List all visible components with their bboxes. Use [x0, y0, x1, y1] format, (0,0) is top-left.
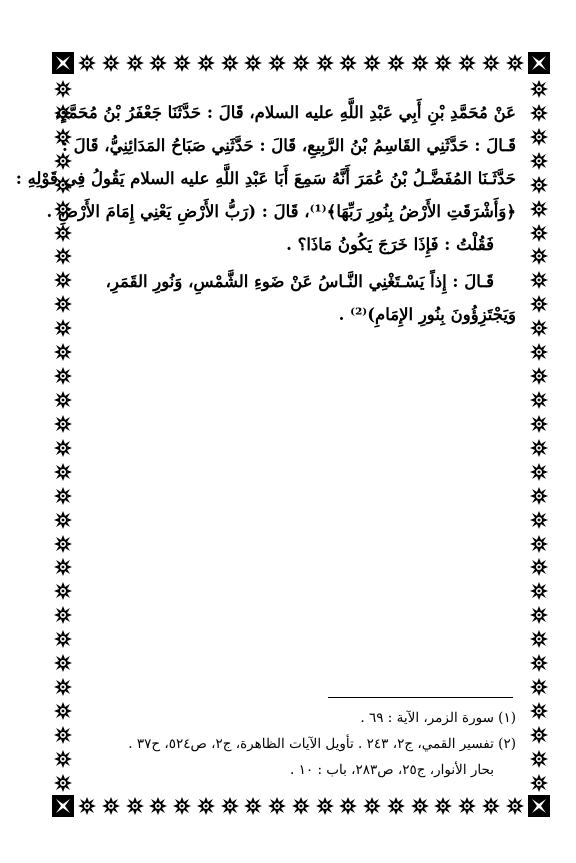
star-ornament-icon — [530, 271, 548, 289]
border-bottom — [78, 797, 524, 815]
star-ornament-icon — [54, 367, 72, 385]
star-ornament-icon — [387, 797, 405, 815]
star-ornament-icon — [54, 582, 72, 600]
star-ornament-icon — [54, 487, 72, 505]
text-line: قَـالَ : حَدَّثَنِي القَاسِمُ بْنُ الرَّبِيعِ، قَالَ : حَدَّثَنِي صَبَاحُ المَدَائِنِيُّ، قَالَ : — [61, 136, 516, 155]
paragraph — [15, 96, 516, 261]
paragraph — [88, 265, 516, 331]
star-ornament-icon — [530, 391, 548, 409]
star-ornament-icon — [197, 54, 215, 72]
star-ornament-icon — [316, 797, 334, 815]
star-ornament-icon — [54, 750, 72, 768]
star-ornament-icon — [221, 797, 239, 815]
star-ornament-icon — [339, 54, 357, 72]
star-ornament-icon — [54, 726, 72, 744]
corner-ornament-icon — [52, 52, 74, 74]
star-ornament-icon — [530, 535, 548, 553]
star-ornament-icon — [530, 295, 548, 313]
star-ornament-icon — [78, 54, 96, 72]
footnote: بحار الأنوار، ج٢٥، ص٢٨٣، باب : ١٠ . — [290, 762, 494, 778]
star-ornament-icon — [530, 176, 548, 194]
star-ornament-icon — [411, 797, 429, 815]
star-ornament-icon — [530, 415, 548, 433]
star-ornament-icon — [530, 247, 548, 265]
footnotes — [88, 705, 516, 783]
star-ornament-icon — [292, 797, 310, 815]
star-ornament-icon — [54, 463, 72, 481]
text-line: وَيَجْتَزِؤُونَ بِنُورِ الإِمَامِ)⁽²⁾ . — [338, 305, 516, 324]
star-ornament-icon — [292, 54, 310, 72]
star-ornament-icon — [54, 774, 72, 792]
text-line: حَدَّثَـنَا المُفَضَّـلُ بْنُ عُمَرَ أَنَّهُ سَمِعَ أَبَا عَبْدِ اللَّهِ عليه السلام يَقُولُ فِي قَوْلِهِ : — [15, 169, 516, 188]
star-ornament-icon — [339, 797, 357, 815]
star-ornament-icon — [54, 511, 72, 529]
star-ornament-icon — [54, 319, 72, 337]
star-ornament-icon — [530, 511, 548, 529]
star-ornament-icon — [530, 582, 548, 600]
star-ornament-icon — [268, 797, 286, 815]
star-ornament-icon — [102, 54, 120, 72]
star-ornament-icon — [54, 535, 72, 553]
star-ornament-icon — [458, 797, 476, 815]
star-ornament-icon — [387, 54, 405, 72]
star-ornament-icon — [54, 439, 72, 457]
star-ornament-icon — [530, 80, 548, 98]
corner-ornament-icon — [528, 795, 550, 817]
star-ornament-icon — [221, 54, 239, 72]
main-text — [15, 96, 516, 331]
text-line: قَـالَ : إِذاً يَسْـتَغْنِي النَّـاسُ عَنْ ضَوءِ الشَّمْسِ، وَنُورِ القَمَرِ، — [105, 272, 494, 291]
star-ornament-icon — [149, 797, 167, 815]
star-ornament-icon — [173, 797, 191, 815]
text-line: ﴿وَأَشْرَقَتِ الأَرْضُ بِنُورِ رَبِّهَا﴾⁽¹⁾، قَالَ : (رَبُّ الأَرْضِ يَعْنِي إِمَامَ الأَرْضِ . — [46, 202, 516, 221]
text-line: عَنْ مُحَمَّدِ بْنِ أَبِي عَبْدِ اللَّهِ عليه السلام، قَالَ : حَدَّثَنَا جَعْفَرُ بْنُ مُحَمَّدٍ، — [54, 103, 516, 122]
text-line: فَقُلْتُ : فَإِذَا خَرَجَ يَكُونُ مَاذَا؟ . — [286, 235, 494, 254]
star-ornament-icon — [54, 247, 72, 265]
star-ornament-icon — [530, 439, 548, 457]
star-ornament-icon — [530, 152, 548, 170]
border-top — [78, 54, 524, 72]
star-ornament-icon — [268, 54, 286, 72]
star-ornament-icon — [244, 54, 262, 72]
star-ornament-icon — [530, 367, 548, 385]
star-ornament-icon — [482, 797, 500, 815]
star-ornament-icon — [530, 463, 548, 481]
star-ornament-icon — [54, 295, 72, 313]
border-right — [530, 80, 548, 792]
star-ornament-icon — [530, 774, 548, 792]
star-ornament-icon — [530, 750, 548, 768]
star-ornament-icon — [530, 558, 548, 576]
star-ornament-icon — [54, 702, 72, 720]
star-ornament-icon — [316, 54, 334, 72]
footnote: (٢) تفسير القمي، ج٢، ٢٤٣ . تأويل الآيات الظاهرة، ج٢، ص٥٢٤، ح٣٧ . — [128, 736, 516, 752]
star-ornament-icon — [434, 54, 452, 72]
star-ornament-icon — [530, 726, 548, 744]
star-ornament-icon — [244, 797, 262, 815]
star-ornament-icon — [530, 630, 548, 648]
star-ornament-icon — [506, 54, 524, 72]
star-ornament-icon — [530, 104, 548, 122]
star-ornament-icon — [54, 415, 72, 433]
star-ornament-icon — [54, 391, 72, 409]
star-ornament-icon — [530, 200, 548, 218]
star-ornament-icon — [458, 54, 476, 72]
star-ornament-icon — [54, 678, 72, 696]
star-ornament-icon — [54, 654, 72, 672]
star-ornament-icon — [54, 558, 72, 576]
star-ornament-icon — [54, 606, 72, 624]
star-ornament-icon — [530, 678, 548, 696]
star-ornament-icon — [126, 797, 144, 815]
star-ornament-icon — [197, 797, 215, 815]
star-ornament-icon — [126, 54, 144, 72]
star-ornament-icon — [54, 630, 72, 648]
star-ornament-icon — [173, 54, 191, 72]
star-ornament-icon — [530, 654, 548, 672]
footnote-separator — [328, 697, 513, 698]
star-ornament-icon — [78, 797, 96, 815]
star-ornament-icon — [149, 54, 167, 72]
corner-ornament-icon — [52, 795, 74, 817]
star-ornament-icon — [434, 797, 452, 815]
star-ornament-icon — [530, 128, 548, 146]
star-ornament-icon — [363, 797, 381, 815]
star-ornament-icon — [530, 343, 548, 361]
footnote: (١) سورة الزمر، الآية : ٦٩ . — [360, 710, 516, 726]
corner-ornament-icon — [528, 52, 550, 74]
star-ornament-icon — [54, 343, 72, 361]
star-ornament-icon — [363, 54, 381, 72]
star-ornament-icon — [54, 271, 72, 289]
star-ornament-icon — [102, 797, 120, 815]
star-ornament-icon — [530, 702, 548, 720]
star-ornament-icon — [530, 487, 548, 505]
star-ornament-icon — [482, 54, 500, 72]
star-ornament-icon — [530, 319, 548, 337]
star-ornament-icon — [530, 224, 548, 242]
star-ornament-icon — [411, 54, 429, 72]
star-ornament-icon — [530, 606, 548, 624]
star-ornament-icon — [506, 797, 524, 815]
